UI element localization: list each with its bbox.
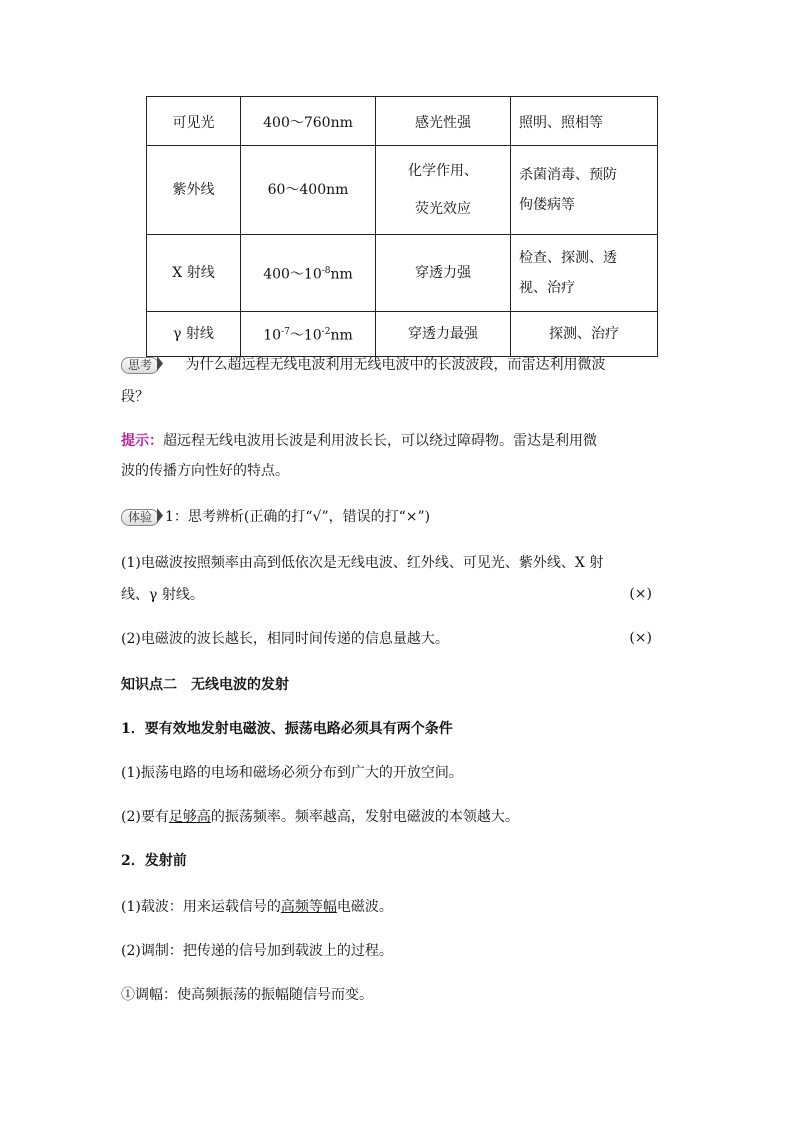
table-cell-feature	[376, 235, 511, 312]
table-row	[147, 235, 658, 312]
table-row	[147, 97, 658, 146]
item-2-2: (2)调制：把传递的信号加到载波上的过程。	[121, 943, 393, 959]
text: 的振荡频率。频率越高，发射电磁波的本领越大。	[210, 809, 519, 825]
item-2-1	[121, 898, 393, 916]
table-row	[147, 146, 658, 235]
question-2: (2)电磁波的波长越长，相同时间传递的信息量越大。	[121, 631, 449, 647]
underlined-text: 高频	[280, 899, 309, 915]
think-question	[121, 356, 605, 374]
wavelength-base: 400～10	[263, 266, 322, 283]
table-cell-feature	[376, 97, 511, 146]
table-cell-use	[511, 312, 658, 357]
feature-text: 穿透力强	[415, 265, 471, 281]
tag-arrow-icon	[157, 508, 163, 523]
think-text-line2: 段？	[121, 389, 149, 405]
feature-text: 化学作用、	[408, 163, 478, 179]
use-text: 佝偻病等	[519, 197, 575, 213]
item-2-3: ①调幅：使高频振荡的振幅随信号而变。	[121, 987, 373, 1003]
wavelength-unit: nm	[330, 327, 353, 344]
wavelength-exponent: -8	[321, 266, 331, 277]
table-cell-feature	[376, 146, 511, 235]
table-cell-name: X 射线	[147, 235, 241, 312]
question-1-line1: (1)电磁波按照频率由高到低依次是无线电波、红外线、可见光、紫外线、X 射	[121, 555, 604, 571]
text: 电磁波。	[336, 899, 393, 915]
table-cell-use	[511, 146, 658, 235]
wavelength-part: 10	[263, 327, 282, 344]
use-text: 照明、照相等	[519, 115, 603, 131]
em-spectrum-table	[146, 96, 658, 357]
table-cell-wavelength: 60～400nm	[241, 146, 376, 235]
table-cell-wavelength: 400～760nm	[241, 97, 376, 146]
think-tag: 思考	[121, 357, 159, 374]
hint-text: 超远程无线电波用长波是利用波长长，可以绕过障碍物。雷达是利用微	[163, 433, 597, 449]
feature-text: 感光性强	[415, 115, 471, 131]
table-cell-wavelength	[241, 312, 376, 357]
table-cell-name: 可见光	[147, 97, 241, 146]
tag-arrow-icon	[157, 356, 163, 371]
table-cell-use	[511, 97, 658, 146]
underlined-text: 足够高	[168, 809, 211, 825]
wavelength-unit: nm	[330, 266, 353, 283]
section-heading: 知识点二 无线电波的发射	[121, 677, 289, 693]
table-cell-feature	[376, 312, 511, 357]
table-cell-name: 紫外线	[147, 146, 241, 235]
use-text: 视、治疗	[519, 280, 575, 296]
table-cell-use	[511, 235, 658, 312]
table-cell-wavelength	[241, 235, 376, 312]
text: (1)载波：用来运载信号的	[121, 899, 281, 915]
think-text-line1: 为什么超远程无线电波利用无线电波中的长波波段，而雷达利用微波	[185, 357, 606, 373]
use-text: 检查、探测、透	[519, 250, 617, 266]
text: (2)要有	[121, 809, 169, 825]
hint-line1	[121, 432, 597, 450]
wavelength-exponent: -2	[321, 327, 331, 338]
item-1-2	[121, 808, 519, 826]
experience-title	[121, 508, 430, 526]
table-row	[147, 312, 658, 357]
table-cell-name: γ 射线	[147, 312, 241, 357]
experience-tag: 体验	[121, 509, 159, 526]
use-text: 杀菌消毒、预防	[519, 167, 617, 183]
feature-text: 穿透力最强	[408, 326, 478, 342]
hint-line2: 波的传播方向性好的特点。	[121, 463, 289, 479]
question-1-mark: (×)	[629, 586, 652, 602]
item-1-heading: 1．要有效地发射电磁波、振荡电路必须具有两个条件	[121, 721, 453, 737]
use-text: 探测、治疗	[549, 326, 619, 342]
experience-title-text: 1：思考辨析(正确的打“√”，错误的打“×”)	[165, 509, 431, 525]
hint-label: 提示：	[121, 433, 163, 449]
question-2-mark: (×)	[629, 630, 652, 646]
feature-text: 荧光效应	[415, 201, 471, 217]
item-2-heading: 2．发射前	[121, 853, 187, 869]
wavelength-part: ～10	[289, 327, 322, 344]
underlined-text: 等幅	[308, 899, 337, 915]
question-1-line2: 线、γ 射线。	[121, 587, 204, 603]
item-1-1: (1)振荡电路的电场和磁场必须分布到广大的开放空间。	[121, 765, 463, 781]
wavelength-exponent: -7	[281, 327, 290, 338]
